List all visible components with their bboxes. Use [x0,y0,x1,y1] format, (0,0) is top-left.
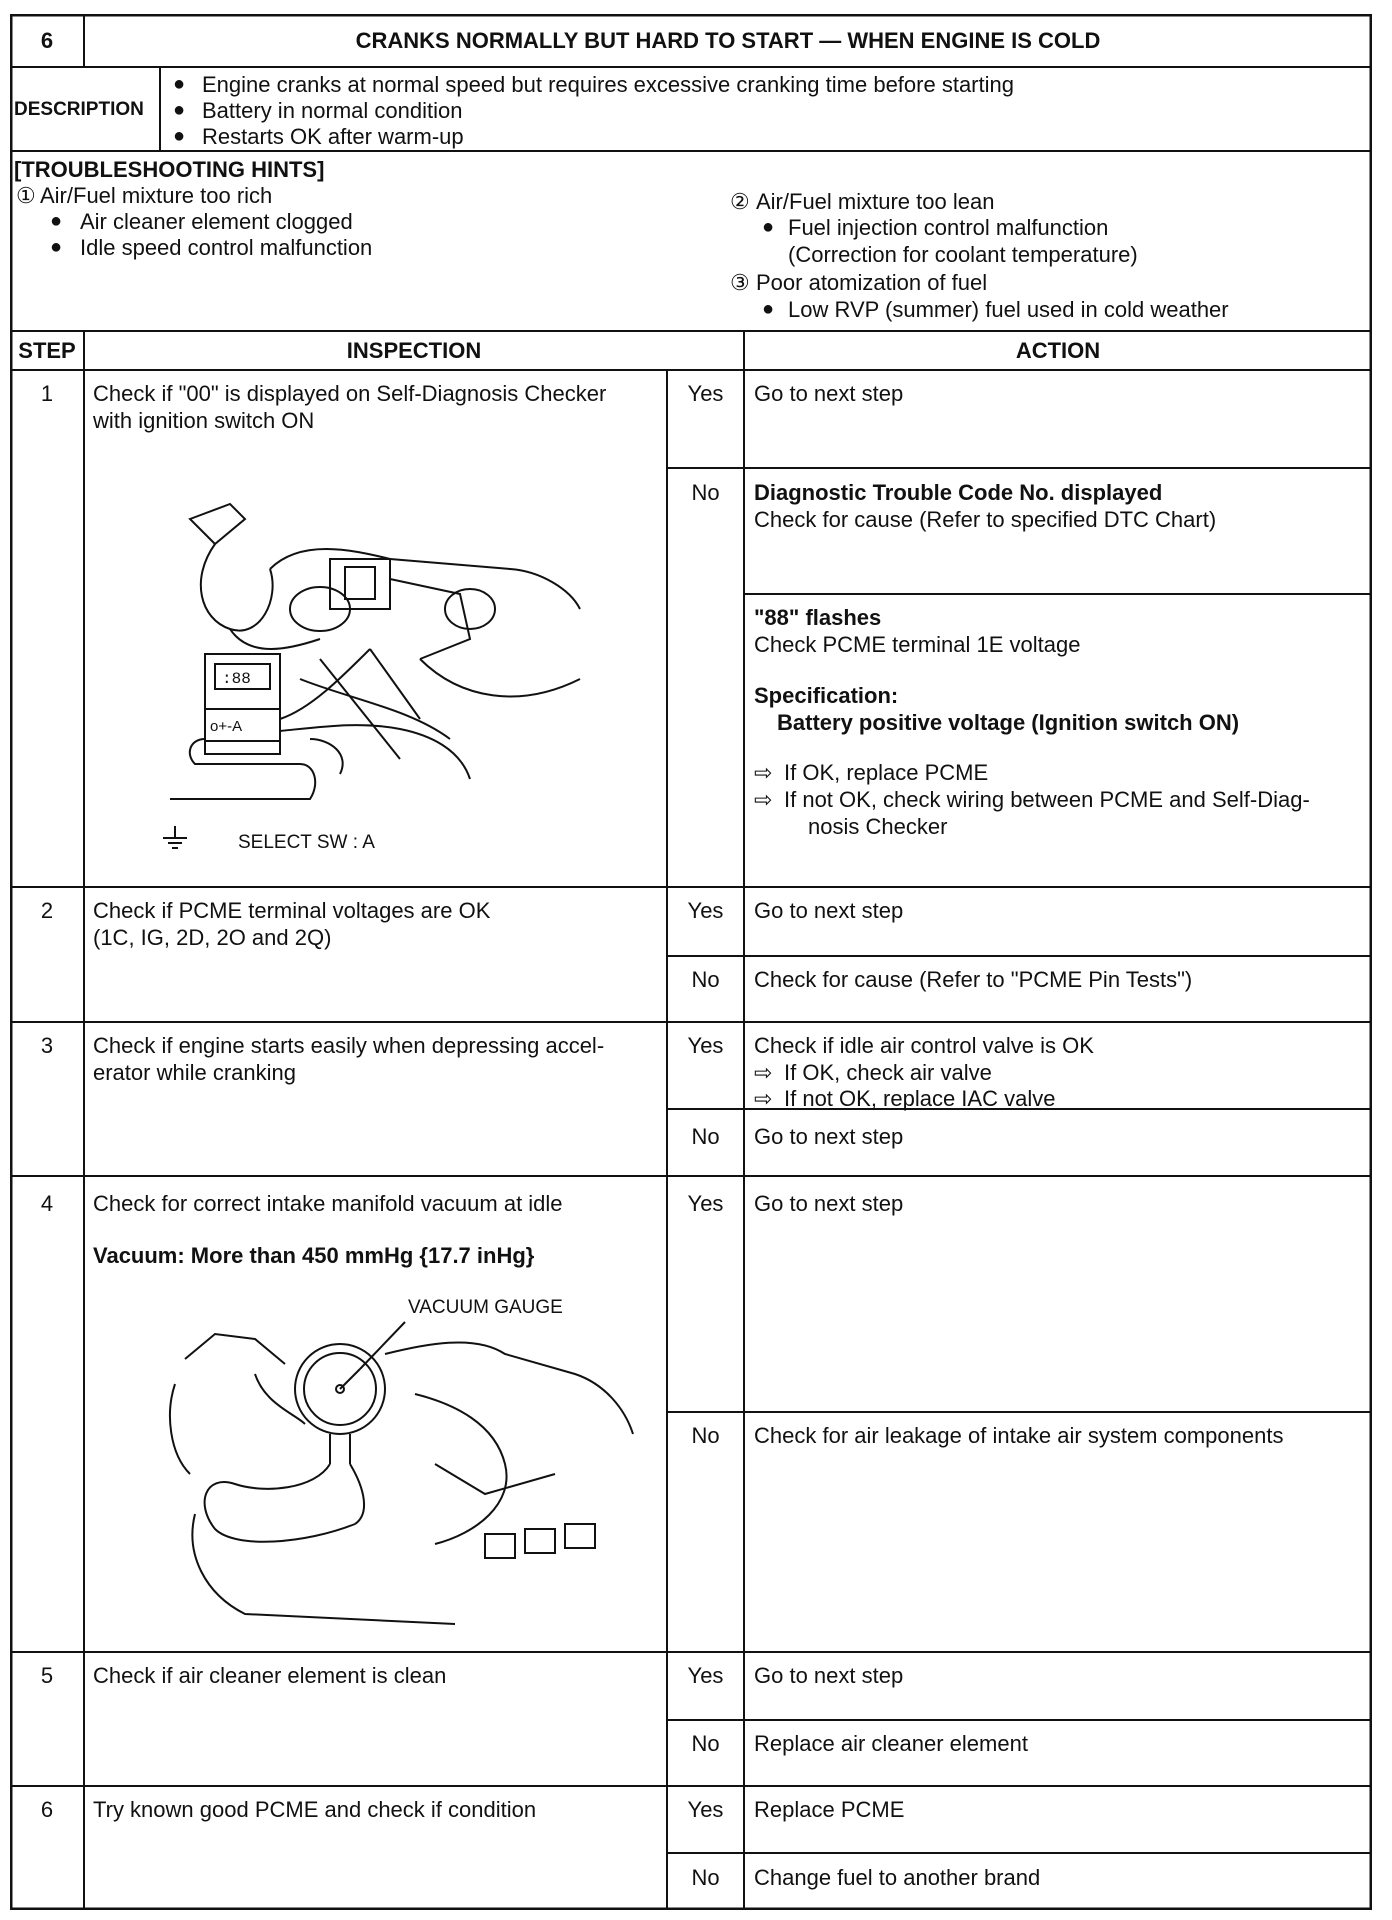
figure-caption-vacuum-gauge: VACUUM GAUGE [408,1297,563,1318]
hint-3-marker: ③ [730,270,750,295]
step-number: 2 [40,898,54,923]
hint-2-sub: (Correction for coolant temperature) [788,242,1138,267]
step-inspection: erator while cranking [93,1060,296,1085]
no-label: No [691,967,720,992]
step-number: 3 [40,1033,54,1058]
if-not-ok-action: If not OK, check wiring between PCME and Self-Diag- [784,787,1310,812]
column-header-inspection: INSPECTION [346,338,482,363]
vacuum-gauge-illustration [155,1314,635,1634]
step-number: 6 [40,1797,54,1822]
step-number: 4 [40,1191,54,1216]
no-action-text: Check for cause (Refer to specified DTC Chart) [754,507,1217,532]
procedure-title: CRANKS NORMALLY BUT HARD TO START — WHEN ENGINE IS COLD [355,28,1101,53]
yes-action-title: Check if idle air control valve is OK [754,1033,1094,1058]
no-label: No [691,1731,720,1756]
column-header-action: ACTION [1015,338,1101,363]
step-number: 1 [40,381,54,406]
arrow-right-icon: ⇨ [754,1060,773,1085]
description-item: Battery in normal condition [202,98,463,123]
hints-title: [TROUBLESHOOTING HINTS] [14,157,325,182]
ground-symbol-icon [160,824,190,854]
bullet-icon: ● [173,73,186,95]
no-action-title: "88" flashes [754,605,882,630]
bullet-icon: ● [50,236,63,258]
step-inspection: Check if PCME terminal voltages are OK [93,898,491,923]
no-action: Replace air cleaner element [754,1731,1028,1756]
step-inspection: Check if engine starts easily when depressing accel- [93,1033,605,1058]
bullet-icon: ● [762,216,775,238]
step-number: 5 [40,1663,54,1688]
arrow-right-icon: ⇨ [754,1086,773,1111]
procedure-number: 6 [40,28,54,53]
hint-2-marker: ② [730,189,750,214]
specification-value: Battery positive voltage (Ignition switch ON) [777,710,1240,735]
if-ok-action: If OK, replace PCME [784,760,989,785]
svg-text:o+-A: o+-A [210,718,243,735]
step-inspection: Check for correct intake manifold vacuum at idle [93,1191,563,1216]
figure-caption-select-switch: SELECT SW : A [238,832,375,853]
no-action: Go to next step [754,1124,904,1149]
if-ok-action: If OK, check air valve [784,1060,992,1085]
step-inspection: Check if "00" is displayed on Self-Diagnosis Checker [93,381,607,406]
no-label: No [691,1865,720,1890]
yes-action: Go to next step [754,1663,904,1688]
step-inspection: (1C, IG, 2D, 2O and 2Q) [93,925,332,950]
svg-text::88: :88 [222,670,251,688]
no-label: No [691,480,720,505]
yes-action: Go to next step [754,1191,904,1216]
yes-label: Yes [687,898,724,923]
specification-label: Specification: [754,683,899,708]
arrow-right-icon: ⇨ [754,760,773,785]
hint-1-item: Air cleaner element clogged [80,209,353,234]
yes-label: Yes [687,1191,724,1216]
no-action-text: Check PCME terminal 1E voltage [754,632,1081,657]
yes-label: Yes [687,1033,724,1058]
description-item: Engine cranks at normal speed but requires excessive cranking time before starting [202,72,1014,97]
no-action: Check for cause (Refer to "PCME Pin Tests") [754,967,1193,992]
hint-1-marker: ① [16,183,36,208]
yes-label: Yes [687,1663,724,1688]
step-inspection: with ignition switch ON [93,408,315,433]
hint-3-item: Low RVP (summer) fuel used in cold weather [788,297,1229,322]
yes-label: Yes [687,1797,724,1822]
yes-label: Yes [687,381,724,406]
no-label: No [691,1423,720,1448]
yes-action: Go to next step [754,381,904,406]
step-inspection: Try known good PCME and check if condition [93,1797,537,1822]
step-inspection: Check if air cleaner element is clean [93,1663,447,1688]
troubleshooting-sheet [10,14,1372,1910]
bullet-icon: ● [173,125,186,147]
bullet-icon: ● [173,99,186,121]
description-label: DESCRIPTION [14,99,144,120]
no-action: Change fuel to another brand [754,1865,1041,1890]
hint-3-title: Poor atomization of fuel [756,270,988,295]
self-diagnosis-checker-illustration [170,499,590,859]
hint-2-title: Air/Fuel mixture too lean [756,189,995,214]
hint-1-title: Air/Fuel mixture too rich [40,183,273,208]
hint-2-item: Fuel injection control malfunction [788,215,1109,240]
hint-1-item: Idle speed control malfunction [80,235,373,260]
no-action: Check for air leakage of intake air system components [754,1423,1284,1448]
column-header-step: STEP [18,338,76,363]
vacuum-specification: Vacuum: More than 450 mmHg {17.7 inHg} [93,1243,535,1268]
yes-action: Go to next step [754,898,904,923]
yes-action: Replace PCME [754,1797,905,1822]
bullet-icon: ● [762,298,775,320]
arrow-right-icon: ⇨ [754,787,773,812]
if-not-ok-action: If not OK, replace IAC valve [784,1086,1056,1111]
no-label: No [691,1124,720,1149]
bullet-icon: ● [50,210,63,232]
if-not-ok-action: nosis Checker [808,814,948,839]
no-action-title: Diagnostic Trouble Code No. displayed [754,480,1163,505]
description-item: Restarts OK after warm-up [202,124,464,149]
